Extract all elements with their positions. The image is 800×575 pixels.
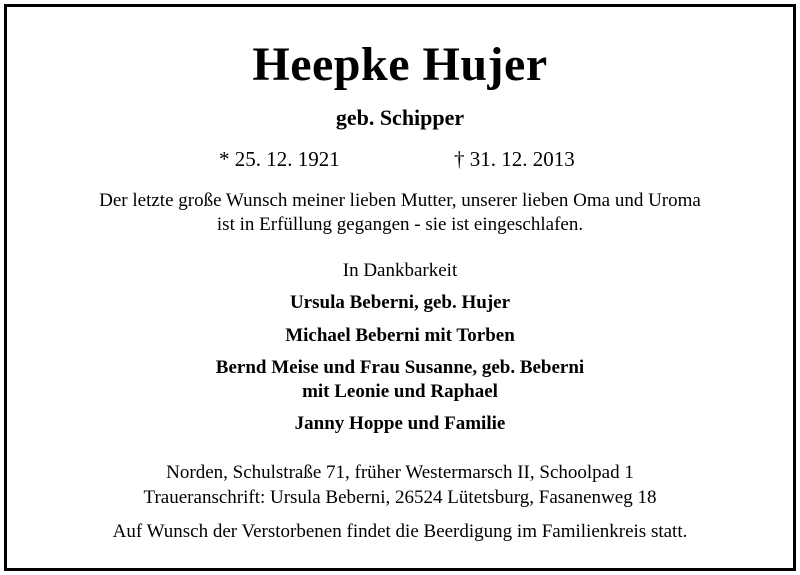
mourner-line: Ursula Beberni, geb. Hujer bbox=[289, 292, 511, 313]
address-line-1: Norden, Schulstraße 71, früher Westermarsch II, Schoolpad 1 bbox=[166, 462, 634, 483]
message-line-2: ist in Erfüllung gegangen - sie ist eingeschlafen. bbox=[216, 214, 584, 235]
funeral-note: Auf Wunsch der Verstorbenen findet die Beerdigung im Familienkreis statt. bbox=[112, 521, 688, 542]
mourner-line: Janny Hoppe und Familie bbox=[294, 413, 506, 434]
death-date: † 31. 12. 2013 bbox=[454, 147, 575, 171]
gratitude-line: In Dankbarkeit bbox=[342, 260, 458, 281]
deceased-name: Heepke Hujer bbox=[252, 38, 548, 91]
address-line-2: Traueranschrift: Ursula Beberni, 26524 Lütetsburg, Fasanenweg 18 bbox=[143, 487, 657, 508]
obituary-frame bbox=[4, 4, 796, 571]
mourner-line: mit Leonie und Raphael bbox=[302, 381, 498, 402]
mourner-line: Michael Beberni mit Torben bbox=[285, 325, 515, 346]
maiden-name: geb. Schipper bbox=[335, 105, 465, 130]
birth-date: * 25. 12. 1921 bbox=[219, 147, 340, 171]
mourner-line: Bernd Meise und Frau Susanne, geb. Beberni bbox=[215, 357, 585, 378]
message-line-1: Der letzte große Wunsch meiner lieben Mutter, unserer lieben Oma und Uroma bbox=[99, 190, 701, 211]
